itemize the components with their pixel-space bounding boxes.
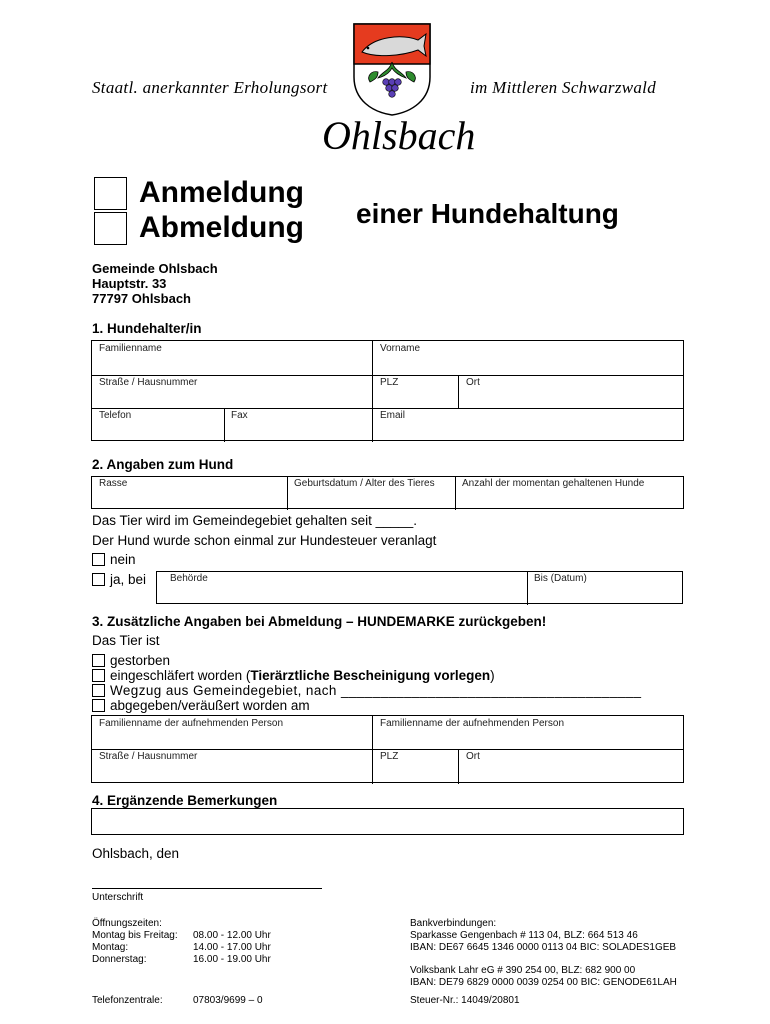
hours-time-1: 08.00 - 12.00 Uhr (193, 930, 271, 941)
bank1-line2: IBAN: DE67 6645 1346 0000 0113 04 BIC: SOLADES1GEB (410, 942, 677, 953)
plz-field[interactable]: PLZ (380, 377, 399, 388)
geburtsdatum-field[interactable]: Geburtsdatum / Alter des Tieres (294, 478, 435, 489)
form-subject: einer Hundehaltung (356, 198, 619, 229)
phone-label: Telefonzentrale: (92, 995, 163, 1006)
fax-field[interactable]: Fax (231, 410, 248, 421)
gehalten-seit-end: . (413, 513, 417, 528)
nein-label: nein (110, 552, 136, 567)
anzahl-field[interactable]: Anzahl der momentan gehaltenen Hunde (462, 478, 645, 489)
hours-time-3: 16.00 - 19.00 Uhr (193, 954, 271, 965)
gehalten-seit-text: Das Tier wird im Gemeindegebiet gehalten seit (92, 513, 372, 528)
aufn-strasse-field[interactable]: Straße / Hausnummer (99, 751, 198, 762)
bank-block (410, 918, 677, 989)
abmeldung-checkbox[interactable] (94, 212, 127, 245)
familienname-field[interactable]: Familienname (99, 343, 162, 354)
tagline-right: im Mittleren Schwarzwald (470, 78, 657, 97)
bank-title: Bankverbindungen: (410, 918, 497, 929)
ja-label: ja, bei (110, 572, 147, 587)
phone-number: 07803/9699 – 0 (193, 995, 263, 1006)
address-line-1: Gemeinde Ohlsbach (92, 261, 218, 276)
rasse-field[interactable]: Rasse (99, 478, 128, 489)
hours-day-3: Donnerstag: (92, 954, 147, 965)
anmeldung-label: Anmeldung (139, 176, 304, 209)
aufn-familienname-1-field[interactable]: Familienname der aufnehmenden Person (99, 718, 283, 729)
town-name: Ohlsbach (322, 113, 476, 158)
vorname-field[interactable]: Vorname (380, 343, 421, 354)
nein-option[interactable] (92, 552, 136, 567)
gestorben-checkbox[interactable] (92, 654, 105, 667)
wegzug-option[interactable] (92, 683, 641, 698)
eingeschlaefert-label-a: eingeschläfert worden ( (110, 668, 251, 683)
eingeschlaefert-checkbox[interactable] (92, 669, 105, 682)
section3-heading: 3. Zusätzliche Angaben bei Abmeldung – HUNDEMARKE zurückgeben! (92, 614, 547, 629)
gestorben-option[interactable] (92, 653, 170, 668)
nein-checkbox[interactable] (92, 553, 105, 566)
section2-heading: 2. Angaben zum Hund (92, 457, 234, 472)
gehalten-seit-line (92, 513, 417, 528)
holder-table (91, 340, 684, 441)
aufn-ort-field[interactable]: Ort (466, 751, 480, 762)
section4-heading: 4. Ergänzende Bemerkungen (92, 793, 278, 808)
bank2-line1: Volksbank Lahr eG # 390 254 00, BLZ: 682 900 00 (410, 965, 636, 976)
bank2-line2: IBAN: DE79 6829 0000 0039 0254 00 BIC: GENODE61LAH (410, 977, 677, 988)
tagline-left: Staatl. anerkannter Erholungsort (92, 78, 328, 97)
aufn-familienname-2-field[interactable]: Familienname der aufnehmenden Person (380, 718, 564, 729)
recipient-table (91, 715, 684, 783)
email-field[interactable]: Email (380, 410, 406, 421)
behoerde-table (156, 571, 683, 604)
ja-option[interactable] (92, 572, 146, 587)
hours-block (92, 918, 271, 966)
signature-label: Unterschrift (92, 892, 144, 903)
tier-ist-text: Das Tier ist (92, 633, 160, 648)
strasse-field[interactable]: Straße / Hausnummer (99, 377, 198, 388)
aufn-plz-field[interactable]: PLZ (380, 751, 399, 762)
abmeldung-label: Abmeldung (139, 211, 304, 244)
abgegeben-checkbox[interactable] (92, 699, 105, 712)
address-line-3: 77797 Ohlsbach (92, 291, 191, 306)
gestorben-label: gestorben (110, 653, 171, 668)
wegzug-label: Wegzug aus Gemeindegebiet, nach ______________________________________ (110, 683, 642, 698)
phone-block (92, 995, 263, 1007)
bank1-line1: Sparkasse Gengenbach # 113 04, BLZ: 664 513 46 (410, 930, 638, 941)
bis-datum-field[interactable]: Bis (Datum) (534, 573, 587, 584)
tax-number: Steuer-Nr.: 14049/20801 (410, 995, 520, 1006)
gehalten-seit-blank[interactable]: _____ (375, 513, 414, 528)
dog-table (91, 476, 684, 509)
ort-field[interactable]: Ort (466, 377, 480, 388)
hours-title: Öffnungszeiten: (92, 918, 162, 929)
bemerkungen-field[interactable] (91, 808, 684, 835)
eingeschlaefert-label-c: ) (490, 668, 495, 683)
abgegeben-option[interactable] (92, 698, 310, 713)
abgegeben-label: abgegeben/veräußert worden am (110, 698, 310, 713)
ja-checkbox[interactable] (92, 573, 105, 586)
signature-line[interactable] (92, 888, 322, 889)
coat-of-arms-logo (352, 22, 432, 117)
address-line-2: Hauptstr. 33 (92, 276, 167, 291)
hours-time-2: 14.00 - 17.00 Uhr (193, 942, 271, 953)
telefon-field[interactable]: Telefon (99, 410, 132, 421)
section1-heading: 1. Hundehalter/in (92, 321, 202, 336)
hours-day-1: Montag bis Freitag: (92, 930, 178, 941)
hours-day-2: Montag: (92, 942, 129, 953)
eingeschlaefert-option[interactable] (92, 668, 495, 683)
veranlagt-text: Der Hund wurde schon einmal zur Hundesteuer veranlagt (92, 533, 437, 548)
wegzug-checkbox[interactable] (92, 684, 105, 697)
anmeldung-checkbox[interactable] (94, 177, 127, 210)
behoerde-field[interactable]: Behörde (170, 573, 208, 584)
place-date: Ohlsbach, den (92, 846, 180, 861)
eingeschlaefert-label-b: Tierärztliche Bescheinigung vorlegen (250, 668, 491, 683)
